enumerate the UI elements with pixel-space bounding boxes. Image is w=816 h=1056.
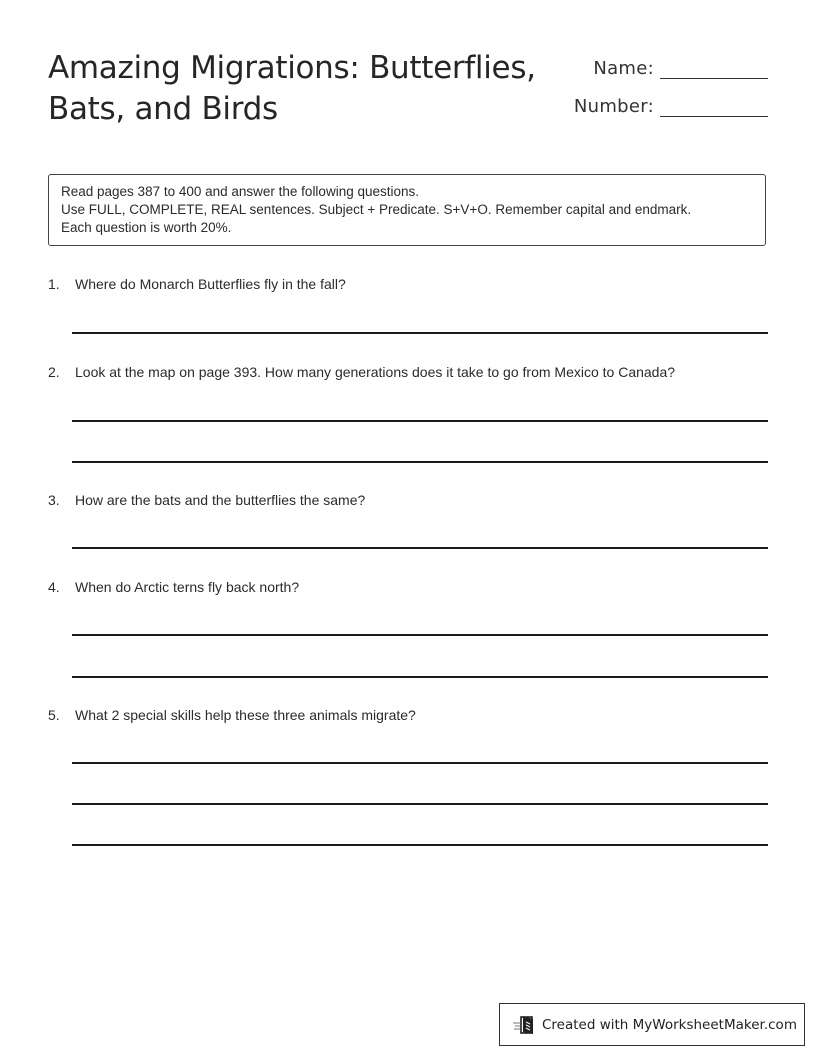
worksheet-maker-logo-icon <box>512 1015 536 1035</box>
question-number: 3. <box>48 492 60 508</box>
question-number: 4. <box>48 579 60 595</box>
number-field[interactable] <box>538 88 768 118</box>
question-number: 1. <box>48 276 60 292</box>
question-text: Where do Monarch Butterflies fly in the fall? <box>75 276 346 292</box>
question-text: What 2 special skills help these three animals migrate? <box>75 707 416 723</box>
answer-line-q1-1[interactable] <box>72 332 768 334</box>
title-line-1: Amazing Migrations: Butterflies, <box>48 50 536 86</box>
question-text: When do Arctic terns fly back north? <box>75 579 300 595</box>
question-text: How are the bats and the butterflies the same? <box>75 492 366 508</box>
answer-line-q5-3[interactable] <box>72 844 768 846</box>
question-number: 2. <box>48 364 60 380</box>
title-line-2: Bats, and Birds <box>48 91 278 127</box>
instruction-line: Use FULL, COMPLETE, REAL sentences. Subject + Predicate. S+V+O. Remember capital and endmark. <box>61 202 692 217</box>
created-with-badge[interactable] <box>499 1003 805 1046</box>
footer-text: Created with MyWorksheetMaker.com <box>542 1016 797 1033</box>
number-label: Number: <box>573 96 654 117</box>
answer-line-q4-2[interactable] <box>72 676 768 678</box>
answer-line-q4-1[interactable] <box>72 634 768 636</box>
instruction-line: Each question is worth 20%. <box>61 220 232 235</box>
answer-line-q5-2[interactable] <box>72 803 768 805</box>
question-text: Look at the map on page 393. How many generations does it take to go from Mexico to Canada? <box>75 364 676 380</box>
instructions-box <box>48 174 766 246</box>
instruction-line: Read pages 387 to 400 and answer the following questions. <box>61 184 420 199</box>
number-blank-line[interactable] <box>660 116 768 117</box>
answer-line-q3-1[interactable] <box>72 547 768 549</box>
question-number: 5. <box>48 707 60 723</box>
worksheet-title <box>48 48 548 130</box>
answer-line-q2-1[interactable] <box>72 420 768 422</box>
name-blank-line[interactable] <box>660 78 768 79</box>
answer-line-q5-1[interactable] <box>72 762 768 764</box>
answer-line-q2-2[interactable] <box>72 461 768 463</box>
name-label: Name: <box>593 58 654 79</box>
name-field[interactable] <box>538 50 768 80</box>
